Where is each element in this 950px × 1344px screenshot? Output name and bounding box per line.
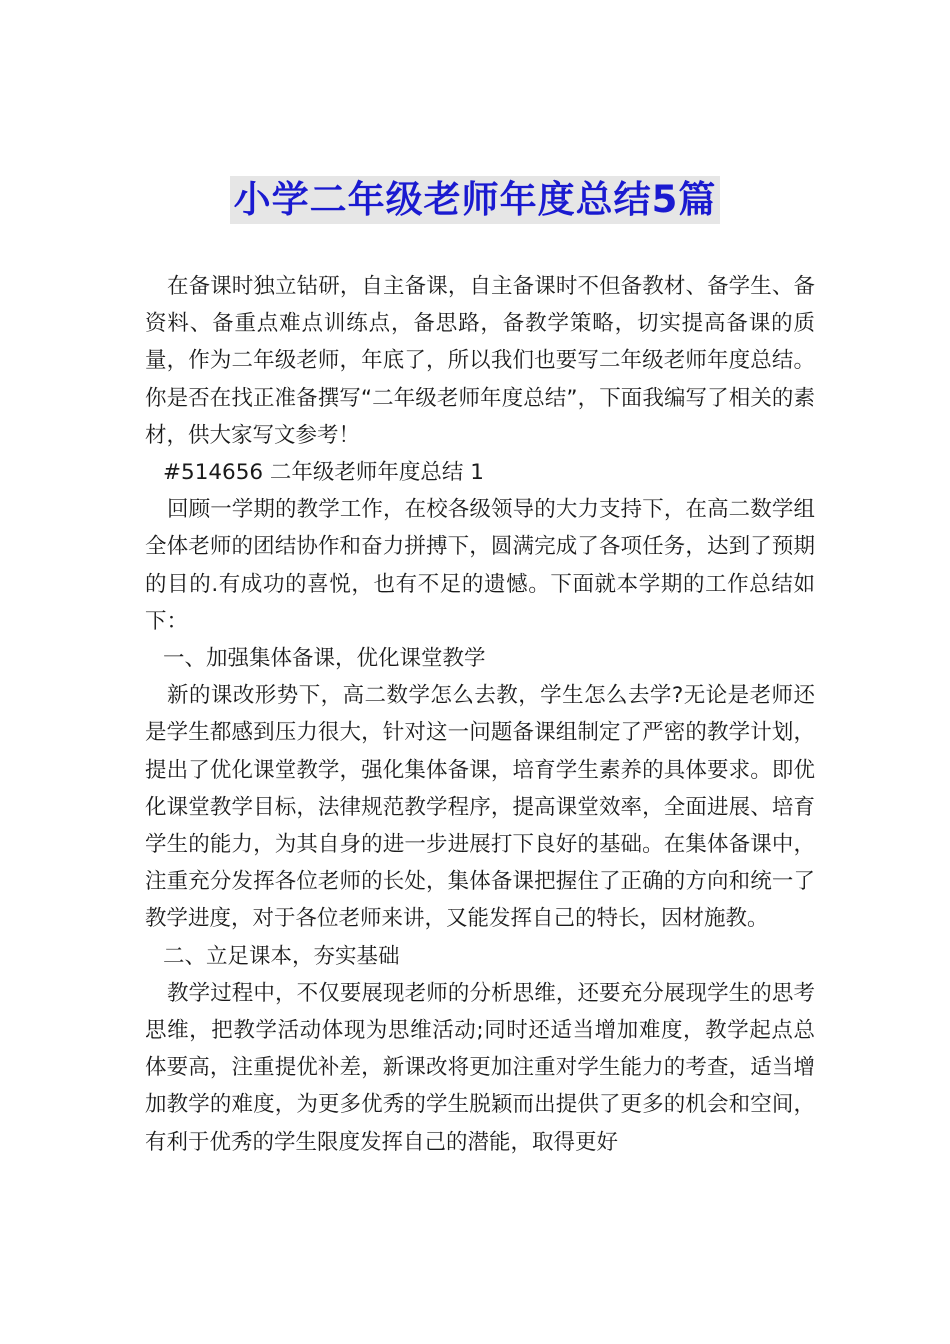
subheading-2: 二、立足课本，夯实基础 [163,943,400,969]
subheading-1: 一、加强集体备课，优化课堂教学 [163,646,486,672]
document-title: 小学二年级老师年度总结5篇 [230,176,721,224]
paragraph-review: 回顾一学期的教学工作，在校各级领导的大力支持下，在高二数学组全体老师的团结协作和奋力拼搏下，圆满完成了各项任务，达到了预期的目的.有成功的喜悦，也有不足的遗憾。下面就本学期的工作总结如下： [145,497,815,634]
section-heading-1: #514656 二年级老师年度总结 1 [163,460,484,486]
document-body [145,268,815,1161]
intro-paragraph: 在备课时独立钻研，自主备课，自主备课时不但备教材、备学生、备资料、备重点难点训练点，备思路，备教学策略，切实提高备课的质量，作为二年级老师，年底了，所以我们也要写二年级老师年度总结。你是否在找正准备撰写“二年级老师年度总结”，下面我编写了相关的素材，供大家写文参考！ [145,274,815,448]
title-container [0,176,950,224]
paragraph-collective-prep: 新的课改形势下，高二数学怎么去教，学生怎么去学?无论是老师还是学生都感到压力很大，针对这一问题备课组制定了严密的教学计划，提出了优化课堂教学，强化集体备课，培育学生素养的具体要求。即优化课堂教学目标，法律规范教学程序，提高课堂效率，全面进展、培育学生的能力，为其自身的进一步进展打下良好的基础。在集体备课中，注重充分发挥各位老师的长处，集体备课把握住了正确的方向和统一了教学进度，对于各位老师来讲，又能发挥自己的特长，因材施教。 [145,683,815,932]
paragraph-teaching-process: 教学过程中，不仅要展现老师的分析思维，还要充分展现学生的思考思维，把教学活动体现为思维活动;同时还适当增加难度，教学起点总体要高，注重提优补差，新课改将更加注重对学生能力的考查，适当增加教学的难度，为更多优秀的学生脱颖而出提供了更多的机会和空间，有利于优秀的学生限度发挥自己的潜能，取得更好 [145,980,815,1155]
